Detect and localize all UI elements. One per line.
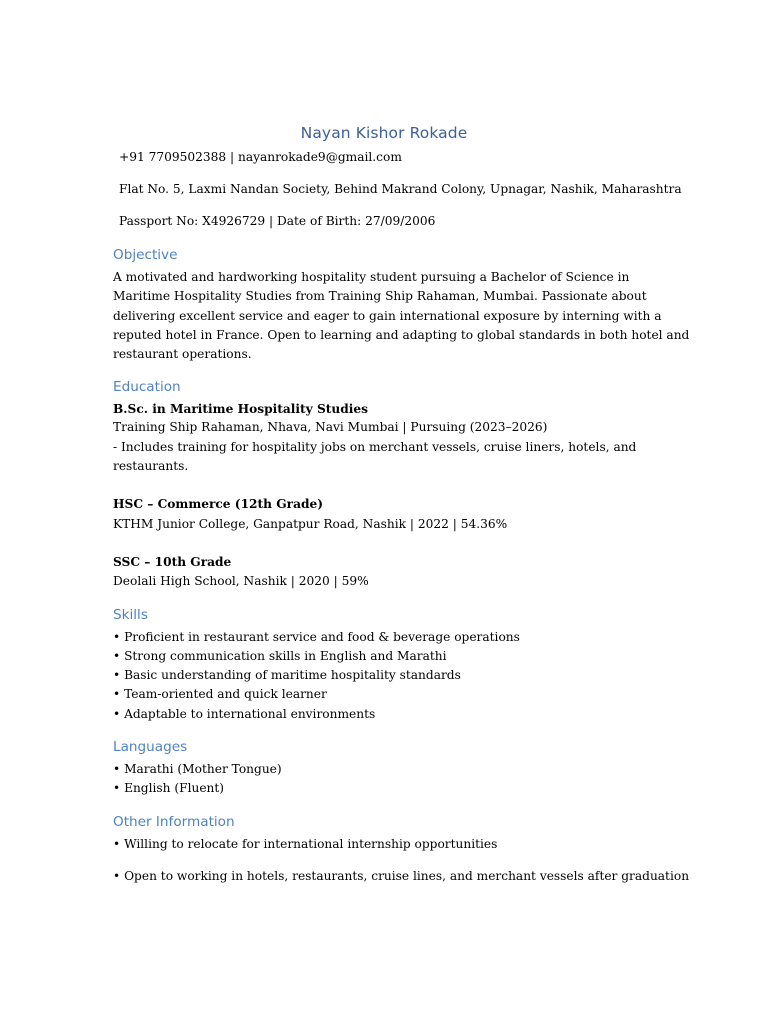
language-item: • Marathi (Mother Tongue) [113,762,282,776]
education-title-bsc: B.Sc. in Maritime Hospitality Studies [113,402,369,416]
education-title-ssc: SSC – 10th Grade [113,555,232,569]
education-note-bsc: - Includes training for hospitality jobs on merchant vessels, cruise liners, hotels, and [113,440,637,454]
skill-item: • Basic understanding of maritime hospitality standards [113,668,461,682]
education-heading: Education [113,379,181,395]
passport-dob-line: Passport No: X4926729 | Date of Birth: 27/09/2006 [119,214,436,228]
education-title-hsc: HSC – Commerce (12th Grade) [113,497,324,511]
skill-item: • Adaptable to international environments [113,707,376,721]
objective-heading: Objective [113,247,178,263]
skills-heading: Skills [113,607,148,623]
languages-heading: Languages [113,739,188,755]
address-line: Flat No. 5, Laxmi Nandan Society, Behind Makrand Colony, Upnagar, Nashik, Maharashtra [119,182,682,196]
education-detail-bsc: Training Ship Rahaman, Nhava, Navi Mumbai | Pursuing (2023–2026) [113,420,548,434]
other-information-item: • Open to working in hotels, restaurants, cruise lines, and merchant vessels after graduation [113,869,690,883]
objective-line: restaurant operations. [113,347,252,362]
candidate-name: Nayan Kishor Rokade [300,124,468,142]
other-information-heading: Other Information [113,814,235,830]
objective-line: reputed hotel in France. Open to learning and adapting to global standards in both hotel and [113,327,690,342]
objective-line: A motivated and hardworking hospitality student pursuing a Bachelor of Science in [113,270,630,284]
objective-paragraph [113,268,690,364]
objective-line: delivering excellent service and eager to gain international exposure by interning with a [113,308,662,323]
language-item: • English (Fluent) [113,781,225,795]
education-detail-ssc: Deolali High School, Nashik | 2020 | 59% [113,574,369,588]
skill-item: • Strong communication skills in English and Marathi [113,649,447,663]
contact-line: +91 7709502388 | nayanrokade9@gmail.com [119,150,402,164]
skill-item: • Team-oriented and quick learner [113,687,327,701]
other-information-item: • Willing to relocate for international internship opportunities [113,837,498,851]
skill-item: • Proficient in restaurant service and food & beverage operations [113,630,520,644]
objective-line: Maritime Hospitality Studies from Training Ship Rahaman, Mumbai. Passionate about [113,289,647,304]
education-detail-hsc: KTHM Junior College, Ganpatpur Road, Nashik | 2022 | 54.36% [113,517,508,531]
education-note-bsc: restaurants. [113,459,189,473]
